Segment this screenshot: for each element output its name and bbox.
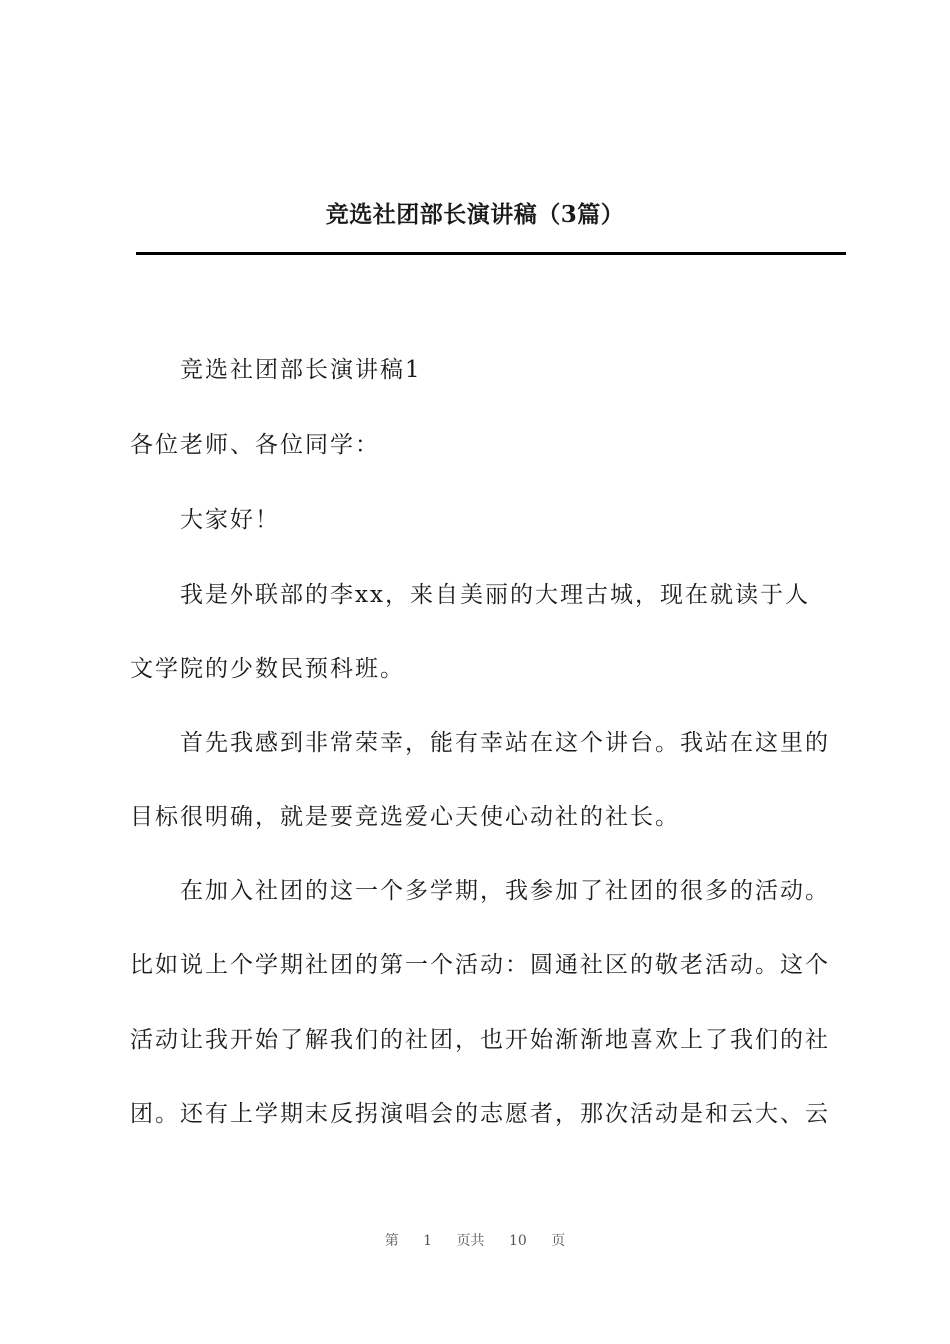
salutation: 各位老师、各位同学：: [130, 432, 380, 458]
footer-current-page: 1: [423, 1233, 433, 1249]
footer-prefix: 第: [384, 1233, 399, 1249]
paragraph-line: 首先我感到非常荣幸，能有幸站在这个讲台。我站在这里的: [180, 730, 830, 756]
page-footer: [0, 1230, 950, 1250]
paragraph-line: 活动让我开始了解我们的社团，也开始渐渐地喜欢上了我们的社: [130, 1027, 830, 1053]
footer-total-pages: 10: [509, 1233, 527, 1249]
paragraph-line: 我是外联部的李xx，来自美丽的大理古城，现在就读于人: [180, 582, 810, 608]
footer-suffix: 页: [551, 1233, 566, 1249]
paragraph-line: 比如说上个学期社团的第一个活动：圆通社区的敬老活动。这个: [130, 952, 830, 978]
section-heading: 竞选社团部长演讲稿1: [180, 357, 422, 383]
document-title: 竞选社团部长演讲稿（3篇）: [325, 201, 625, 228]
paragraph-line: 目标很明确，就是要竞选爱心天使心动社的社长。: [130, 804, 680, 830]
paragraph-line: 文学院的少数民预科班。: [130, 656, 405, 682]
paragraph-line: 在加入社团的这一个多学期，我参加了社团的很多的活动。: [180, 878, 830, 904]
paragraph-line: 团。还有上学期末反拐演唱会的志愿者，那次活动是和云大、云: [130, 1101, 830, 1127]
greeting: 大家好！: [180, 507, 280, 533]
title-divider: [136, 252, 846, 255]
footer-middle: 页共: [456, 1233, 485, 1249]
